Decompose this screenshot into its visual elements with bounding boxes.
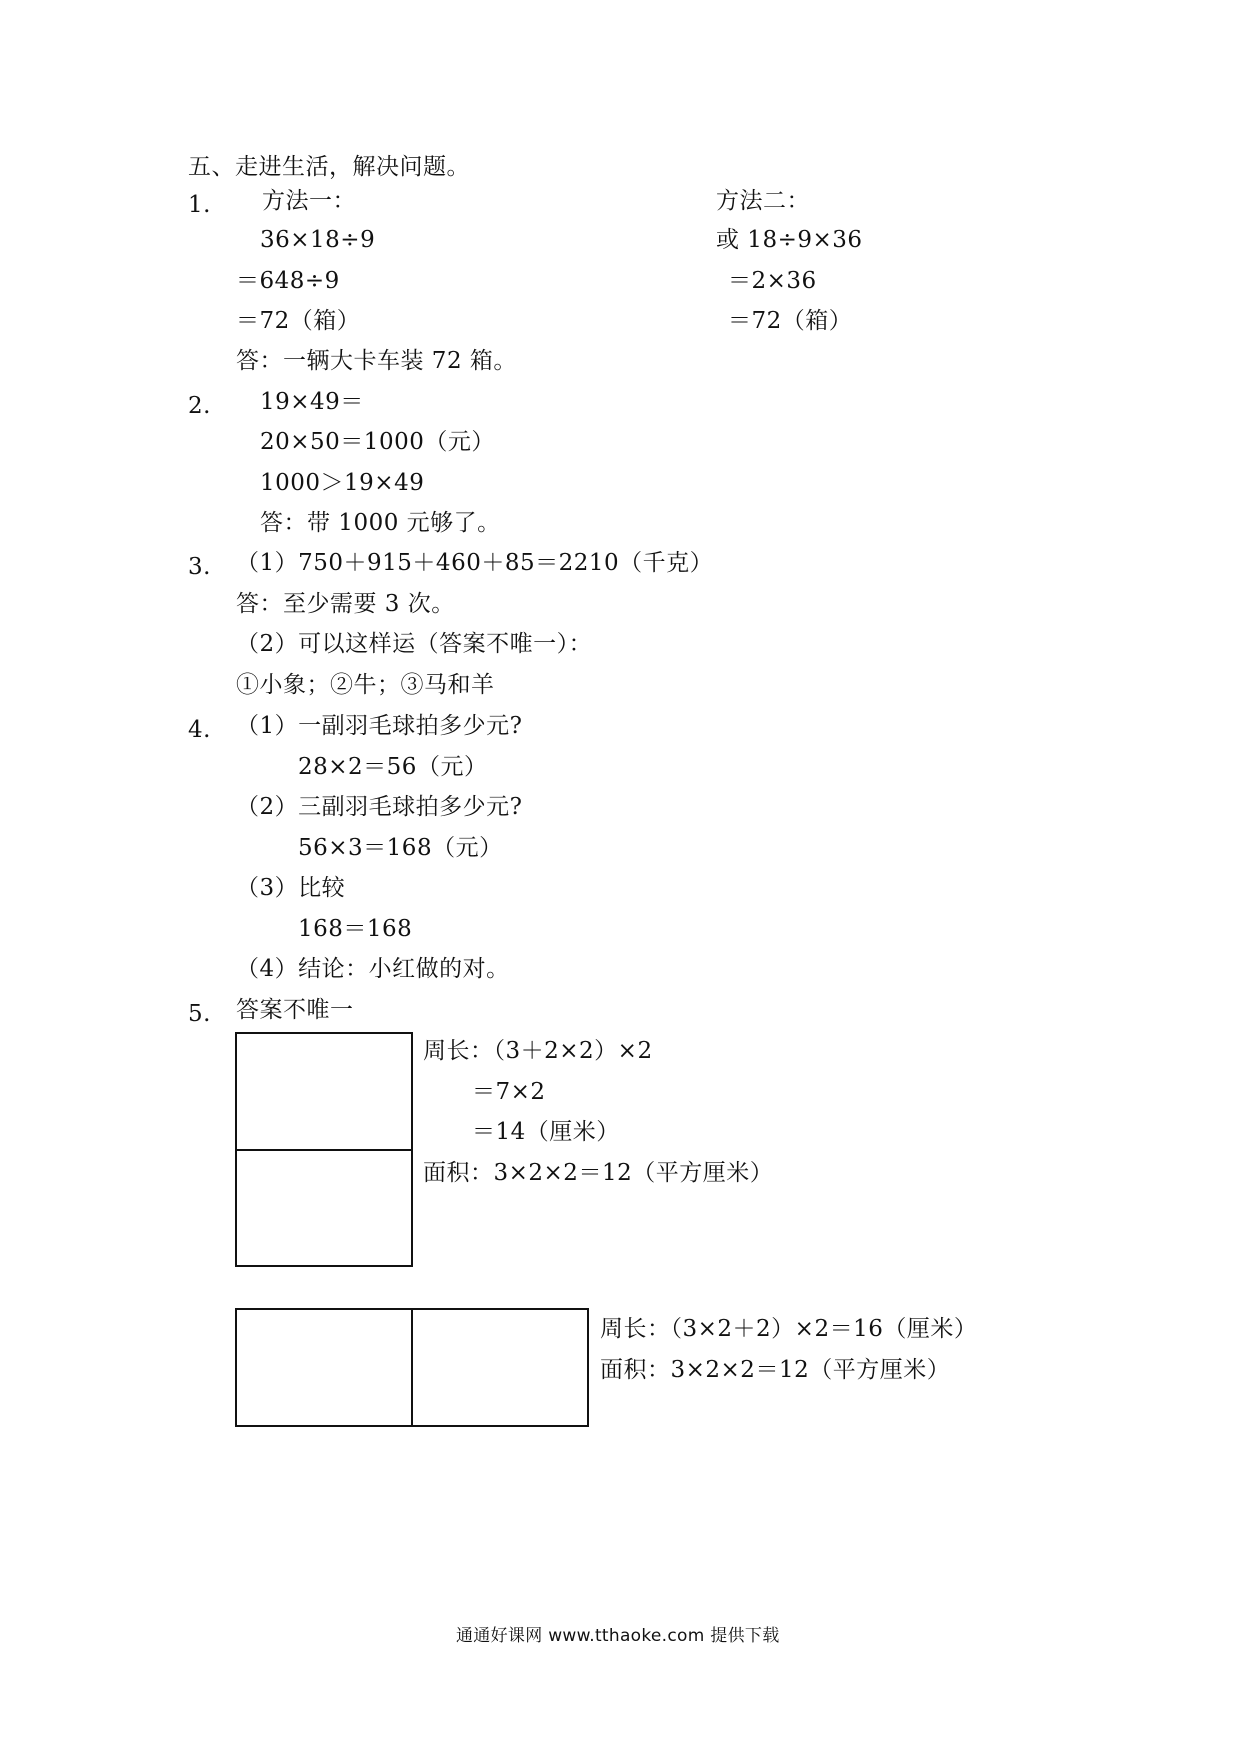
q3-number: 3. bbox=[188, 554, 211, 580]
q5-number: 5. bbox=[188, 1001, 211, 1027]
q4-line6: 168＝168 bbox=[298, 916, 413, 942]
figure1-top-square bbox=[235, 1032, 413, 1151]
q4-line7: （4）结论：小红做的对。 bbox=[236, 956, 510, 982]
section-title: 五、走进生活，解决问题。 bbox=[188, 154, 470, 180]
figure1-perimeter-line3: ＝14（厘米） bbox=[472, 1119, 620, 1145]
figure1-perimeter-line2: ＝7×2 bbox=[472, 1079, 546, 1105]
q1-number: 1. bbox=[188, 192, 211, 218]
figure2-perimeter: 周长：（3×2＋2）×2＝16（厘米） bbox=[600, 1316, 978, 1342]
q4-line4: 56×3＝168（元） bbox=[298, 835, 503, 861]
figure1-perimeter-line1: 周长：（3＋2×2）×2 bbox=[423, 1038, 653, 1064]
q3-line2: 答：至少需要 3 次。 bbox=[236, 591, 455, 617]
q1-method2-line2: ＝2×36 bbox=[728, 268, 817, 294]
q3-line3: （2）可以这样运（答案不唯一）： bbox=[236, 631, 593, 657]
figure2-left-square bbox=[235, 1308, 413, 1427]
q2-number: 2. bbox=[188, 393, 211, 419]
q4-line5: （3）比较 bbox=[236, 875, 346, 901]
figure2-area: 面积：3×2×2＝12（平方厘米） bbox=[600, 1357, 951, 1383]
q1-method2-label: 方法二： bbox=[716, 188, 810, 214]
q1-method1-label: 方法一： bbox=[262, 188, 356, 214]
q1-method1-line3: ＝72（箱） bbox=[236, 308, 361, 334]
footer-credit: 通通好课网 www.tthaoke.com 提供下载 bbox=[456, 1626, 780, 1646]
q3-line4: ①小象；②牛；③马和羊 bbox=[236, 672, 495, 698]
q2-line2: 20×50＝1000（元） bbox=[260, 429, 495, 455]
figure1-area: 面积：3×2×2＝12（平方厘米） bbox=[423, 1160, 774, 1186]
q1-method2-line1: 或 18÷9×36 bbox=[716, 227, 863, 253]
q2-line3: 1000＞19×49 bbox=[260, 470, 425, 496]
q4-line3: （2）三副羽毛球拍多少元? bbox=[236, 794, 523, 820]
q1-method1-line1: 36×18÷9 bbox=[260, 227, 376, 253]
q5-note: 答案不唯一 bbox=[236, 997, 354, 1023]
q1-method2-line3: ＝72（箱） bbox=[728, 308, 853, 334]
q3-line1: （1）750＋915＋460＋85＝2210（千克） bbox=[236, 550, 714, 576]
q4-line1: （1）一副羽毛球拍多少元? bbox=[236, 713, 523, 739]
q1-answer: 答：一辆大卡车装 72 箱。 bbox=[236, 348, 517, 374]
q1-method1-line2: ＝648÷9 bbox=[236, 268, 340, 294]
q4-number: 4. bbox=[188, 717, 211, 743]
figure2-right-square bbox=[411, 1308, 589, 1427]
q4-line2: 28×2＝56（元） bbox=[298, 754, 488, 780]
q2-line1: 19×49＝ bbox=[260, 389, 364, 415]
q2-answer: 答：带 1000 元够了。 bbox=[260, 510, 501, 536]
figure1-bottom-square bbox=[235, 1149, 413, 1267]
